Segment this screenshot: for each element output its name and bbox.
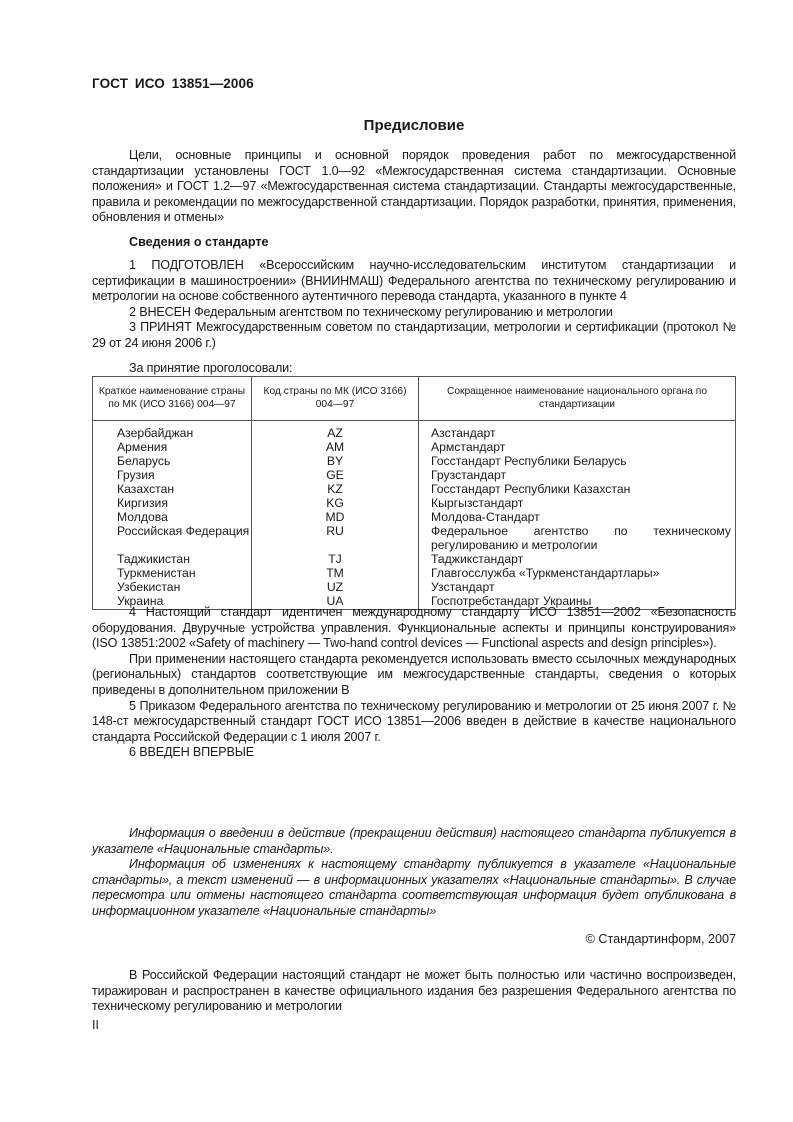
country-code-cell: TM [252,566,419,580]
national-body-cell: Таджикстандарт [431,552,524,566]
page-title: Предисловие [363,117,465,134]
country-code-cell: TJ [252,552,419,566]
country-cell: Армения [93,440,252,454]
national-body-cell: Грузстандарт [431,468,507,482]
copyright-notice: © Стандартинформ, 2007 [585,932,736,946]
after-table-section [92,605,736,761]
country-code-cell: GE [252,468,419,482]
table-row [93,552,736,566]
national-body-cell: Госстандарт Республики Беларусь [431,454,627,468]
country-code-cell: UZ [252,580,419,594]
voting-countries-table [92,376,736,610]
national-body-cell: Федеральное агентство по техническому регулированию и метрологии [431,524,731,552]
national-body-cell: Госпотребстандарт Украины [431,594,592,608]
document-code-header: ГОСТ ИСО 13851—2006 [92,76,254,91]
about-standard-heading: Сведения о стандарте [129,235,269,249]
country-code-cell: KZ [252,482,419,496]
about-standard-section [92,235,736,376]
country-cell: Молдова [93,510,252,524]
national-body-cell: Молдова-Стандарт [431,510,540,524]
item-5-paragraph: 5 Приказом Федерального агентства по техническому регулированию и метрологии от 25 июня 2007 г. № 148-ст межгосударственный стандарт ГОСТ ИСО 13851—2006 введен в действие в качестве национального стандарта Российской Федерации с 1 июля 2007 г. [92,698,736,744]
restriction-section [92,968,736,1015]
restriction-paragraph: В Российской Федерации настоящий стандарт не может быть полностью или частично воспроизведен, тиражирован и распространен в качестве официального издания без разрешения Федерального агентства по техническому регулированию и метрологии [92,968,736,1014]
table-row [93,482,736,496]
reference-note-paragraph: При применении настоящего стандарта рекомендуется использовать вместо ссылочных международных (региональных) стандартов соответствующие им межгосударственные стандарты, сведения о которых приведены в дополнительном приложении В [92,651,736,697]
national-body-cell: Армстандарт [431,440,506,454]
country-cell: Беларусь [93,454,252,468]
info-notes-section [92,826,736,920]
country-cell: Азербайджан [93,421,252,441]
country-cell: Российская Федерация [93,524,252,552]
table-row [93,421,736,441]
country-code-cell: BY [252,454,419,468]
country-cell: Туркменистан [93,566,252,580]
header-country-name: Краткое наименование страны по МК (ИСО 3166) 004—97 [93,377,252,421]
country-code-cell: AM [252,440,419,454]
country-code-cell: RU [252,524,419,552]
national-body-cell: Азстандарт [431,426,496,440]
about-item-3: 3 ПРИНЯТ Межгосударственным советом по стандартизации, метрологии и сертификации (протокол № 29 от 24 июня 2006 г.) [92,320,736,350]
country-cell: Таджикистан [93,552,252,566]
table-row [93,454,736,468]
header-national-body: Сокращенное наименование национального органа по стандартизации [419,377,736,421]
item-4-paragraph: 4 Настоящий стандарт идентичен международному стандарту ИСО 13851—2002 «Безопасность оборудования. Двуручные устройства управления. Функциональные аспекты и принципы конструирования» (ISO 13851:2002 «Safety of machinery — Two-hand control devices — Functional aspects and design principles»). [92,605,736,651]
about-item-2: 2 ВНЕСЕН Федеральным агентством по техническому регулированию и метрологии [129,304,613,319]
info-note-1: Информация о введении в действие (прекращении действия) настоящего стандарта публикуется в указателе «Национальные стандарты». [92,826,736,856]
table-row [93,510,736,524]
country-cell: Украина [93,594,252,610]
country-cell: Казахстан [93,482,252,496]
page-number: II [92,1018,99,1032]
table-header-row [93,377,736,421]
table-row [93,468,736,482]
header-country-code: Код страны по МК (ИСО 3166) 004—97 [252,377,419,421]
table-body [93,421,736,610]
national-body-cell: Узстандарт [431,580,495,594]
intro-section [92,148,736,226]
table-row [93,496,736,510]
national-body-cell: Госстандарт Республики Казахстан [431,482,631,496]
country-cell: Узбекистан [93,580,252,594]
country-cell: Киргизия [93,496,252,510]
info-note-2: Информация об изменениях к настоящему стандарту публикуется в указателе «Национальные стандарты», а текст изменений — в информационных указателях «Национальные стандарты». В случае пересмотра или отмены настоящего стандарта соответствующая информация будет опубликована в информационном указателе «Национальные стандарты» [92,857,736,918]
national-body-cell: Главгосслужба «Туркменстандартлары» [431,566,660,580]
country-code-cell: AZ [252,421,419,441]
country-code-cell: MD [252,510,419,524]
table-row [93,524,736,552]
table-row [93,580,736,594]
intro-paragraph: Цели, основные принципы и основной порядок проведения работ по межгосударственной стандартизации установлены ГОСТ 1.0—92 «Межгосударственная система стандартизации. Основные положения» и ГОСТ 1.2—97 «Межгосударственная система стандартизации. Стандарты межгосударственные, правила и рекомендации по межгосударственной стандартизации. Порядок разработки, принятия, применения, обновления и отмены» [92,148,736,225]
about-item-1: 1 ПОДГОТОВЛЕН «Всероссийским научно-исследовательским институтом стандартизации и сертификации в машиностроении» (ВНИИНМАШ) Федерального агентства по техническому регулированию и метрологии на основе собственного аутентичного перевода стандарта, указанного в пункте 4 [92,258,736,304]
country-cell: Грузия [93,468,252,482]
national-body-cell: Кыргызстандарт [431,496,524,510]
table-row [93,440,736,454]
country-code-cell: KG [252,496,419,510]
item-6-paragraph: 6 ВВЕДЕН ВПЕРВЫЕ [129,745,255,760]
voted-label: За принятие проголосовали: [129,360,293,375]
table-row [93,566,736,580]
country-code-cell: UA [252,594,419,610]
